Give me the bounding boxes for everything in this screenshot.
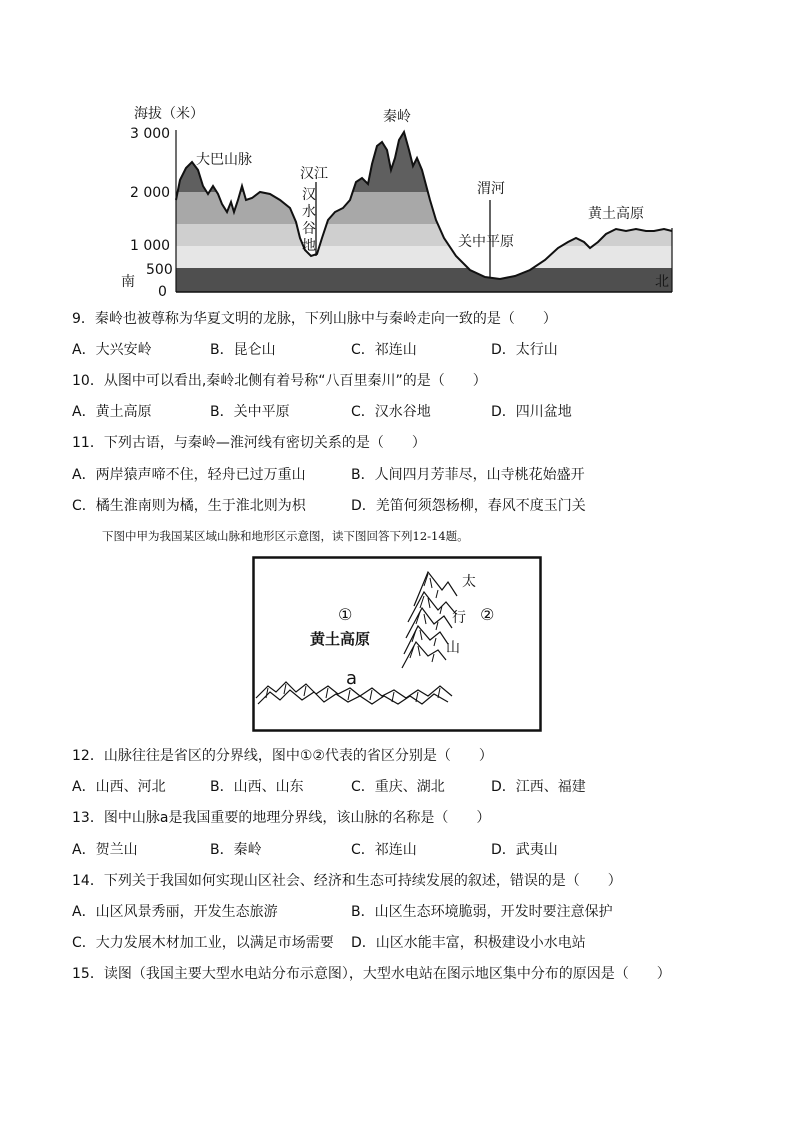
map-circle-1: ① (338, 605, 353, 624)
y-tick-500: 500 (146, 262, 173, 278)
q10-option-a: A．黄土高原 (72, 404, 152, 420)
y-tick-2000: 2 000 (130, 185, 171, 201)
q11-option-b: B．人间四月芳菲尽，山寺桃花始盛开 (351, 467, 585, 483)
hanjiang-label: 汉江 (300, 166, 328, 182)
map-circle-2: ② (480, 605, 495, 624)
q10-option-d: D．四川盆地 (491, 404, 572, 420)
guanzhong-label: 关中平原 (458, 234, 514, 250)
south-label: 南 (121, 274, 135, 290)
elevation-profile-figure (0, 0, 794, 300)
region-map-figure (252, 556, 542, 732)
q14-option-b: B．山区生态环境脆弱，开发时要注意保护 (351, 904, 613, 920)
question-10: 10．从图中可以看出,秦岭北侧有着号称“八百里秦川”的是（ ） (72, 373, 487, 389)
q9-option-a: A．大兴安岭 (72, 342, 152, 358)
question-15: 15．读图（我国主要大型水电站分布示意图），大型水电站在图示地区集中分布的原因是（ ） (72, 966, 671, 982)
loess-label: 黄土高原 (588, 206, 644, 222)
map-intro-text: 下图中甲为我国某区域山脉和地形区示意图，读下图回答下列12-14题。 (102, 529, 469, 543)
question-13: 13．图中山脉a是我国重要的地理分界线，该山脉的名称是（ ） (72, 810, 491, 826)
hanshui-char-3: 谷 (302, 221, 316, 237)
q13-option-a: A．贺兰山 (72, 842, 138, 858)
q11-option-c: C．橘生淮南则为橘，生于淮北则为枳 (72, 498, 306, 514)
y-tick-1000: 1 000 (130, 238, 171, 254)
question-11: 11．下列古语，与秦岭—淮河线有密切关系的是（ ） (72, 435, 426, 451)
q13-option-c: C．祁连山 (351, 842, 417, 858)
dabashan-label: 大巴山脉 (196, 152, 252, 168)
q11-option-d: D．羌笛何须怨杨柳，春风不度玉门关 (351, 498, 586, 514)
q13-option-d: D．武夷山 (491, 842, 558, 858)
map-mountain-a-label: a (346, 668, 358, 689)
q11-option-a: A．两岸猿声啼不住，轻舟已过万重山 (72, 467, 306, 483)
q14-option-c: C．大力发展木材加工业，以满足市场需要 (72, 935, 334, 951)
question-9: 9．秦岭也被尊称为华夏文明的龙脉，下列山脉中与秦岭走向一致的是（ ） (72, 311, 557, 327)
q14-option-d: D．山区水能丰富，积极建设小水电站 (351, 935, 586, 951)
north-label: 北 (655, 274, 669, 290)
map-taihang-char-3: 山 (446, 640, 460, 656)
y-tick-0: 0 (158, 284, 167, 300)
q12-option-c: C．重庆、湖北 (351, 779, 445, 795)
qinling-label: 秦岭 (383, 109, 411, 125)
q12-option-b: B．山西、山东 (210, 779, 304, 795)
q12-option-d: D．江西、福建 (491, 779, 586, 795)
y-tick-3000: 3 000 (130, 126, 171, 142)
weihe-label: 渭河 (477, 181, 505, 197)
map-taihang-char-2: 行 (452, 610, 466, 626)
q14-option-a: A．山区风景秀丽，开发生态旅游 (72, 904, 278, 920)
y-axis-label: 海拔（米） (134, 106, 204, 122)
q10-option-b: B．关中平原 (210, 404, 290, 420)
q12-option-a: A．山西、河北 (72, 779, 166, 795)
q13-option-b: B．秦岭 (210, 842, 262, 858)
q9-option-c: C．祁连山 (351, 342, 417, 358)
q10-option-c: C．汉水谷地 (351, 404, 431, 420)
question-12: 12．山脉往往是省区的分界线，图中①②代表的省区分别是（ ） (72, 748, 493, 764)
q9-option-d: D．太行山 (491, 342, 558, 358)
hanshui-char-4: 地 (302, 238, 316, 254)
hanshui-char-1: 汉 (302, 187, 316, 203)
q9-option-b: B．昆仑山 (210, 342, 276, 358)
hanshui-char-2: 水 (302, 204, 316, 220)
map-loess-label: 黄土高原 (310, 630, 371, 648)
question-14: 14．下列关于我国如何实现山区社会、经济和生态可持续发展的叙述，错误的是（ ） (72, 873, 622, 889)
map-taihang-char-1: 太 (462, 574, 476, 590)
